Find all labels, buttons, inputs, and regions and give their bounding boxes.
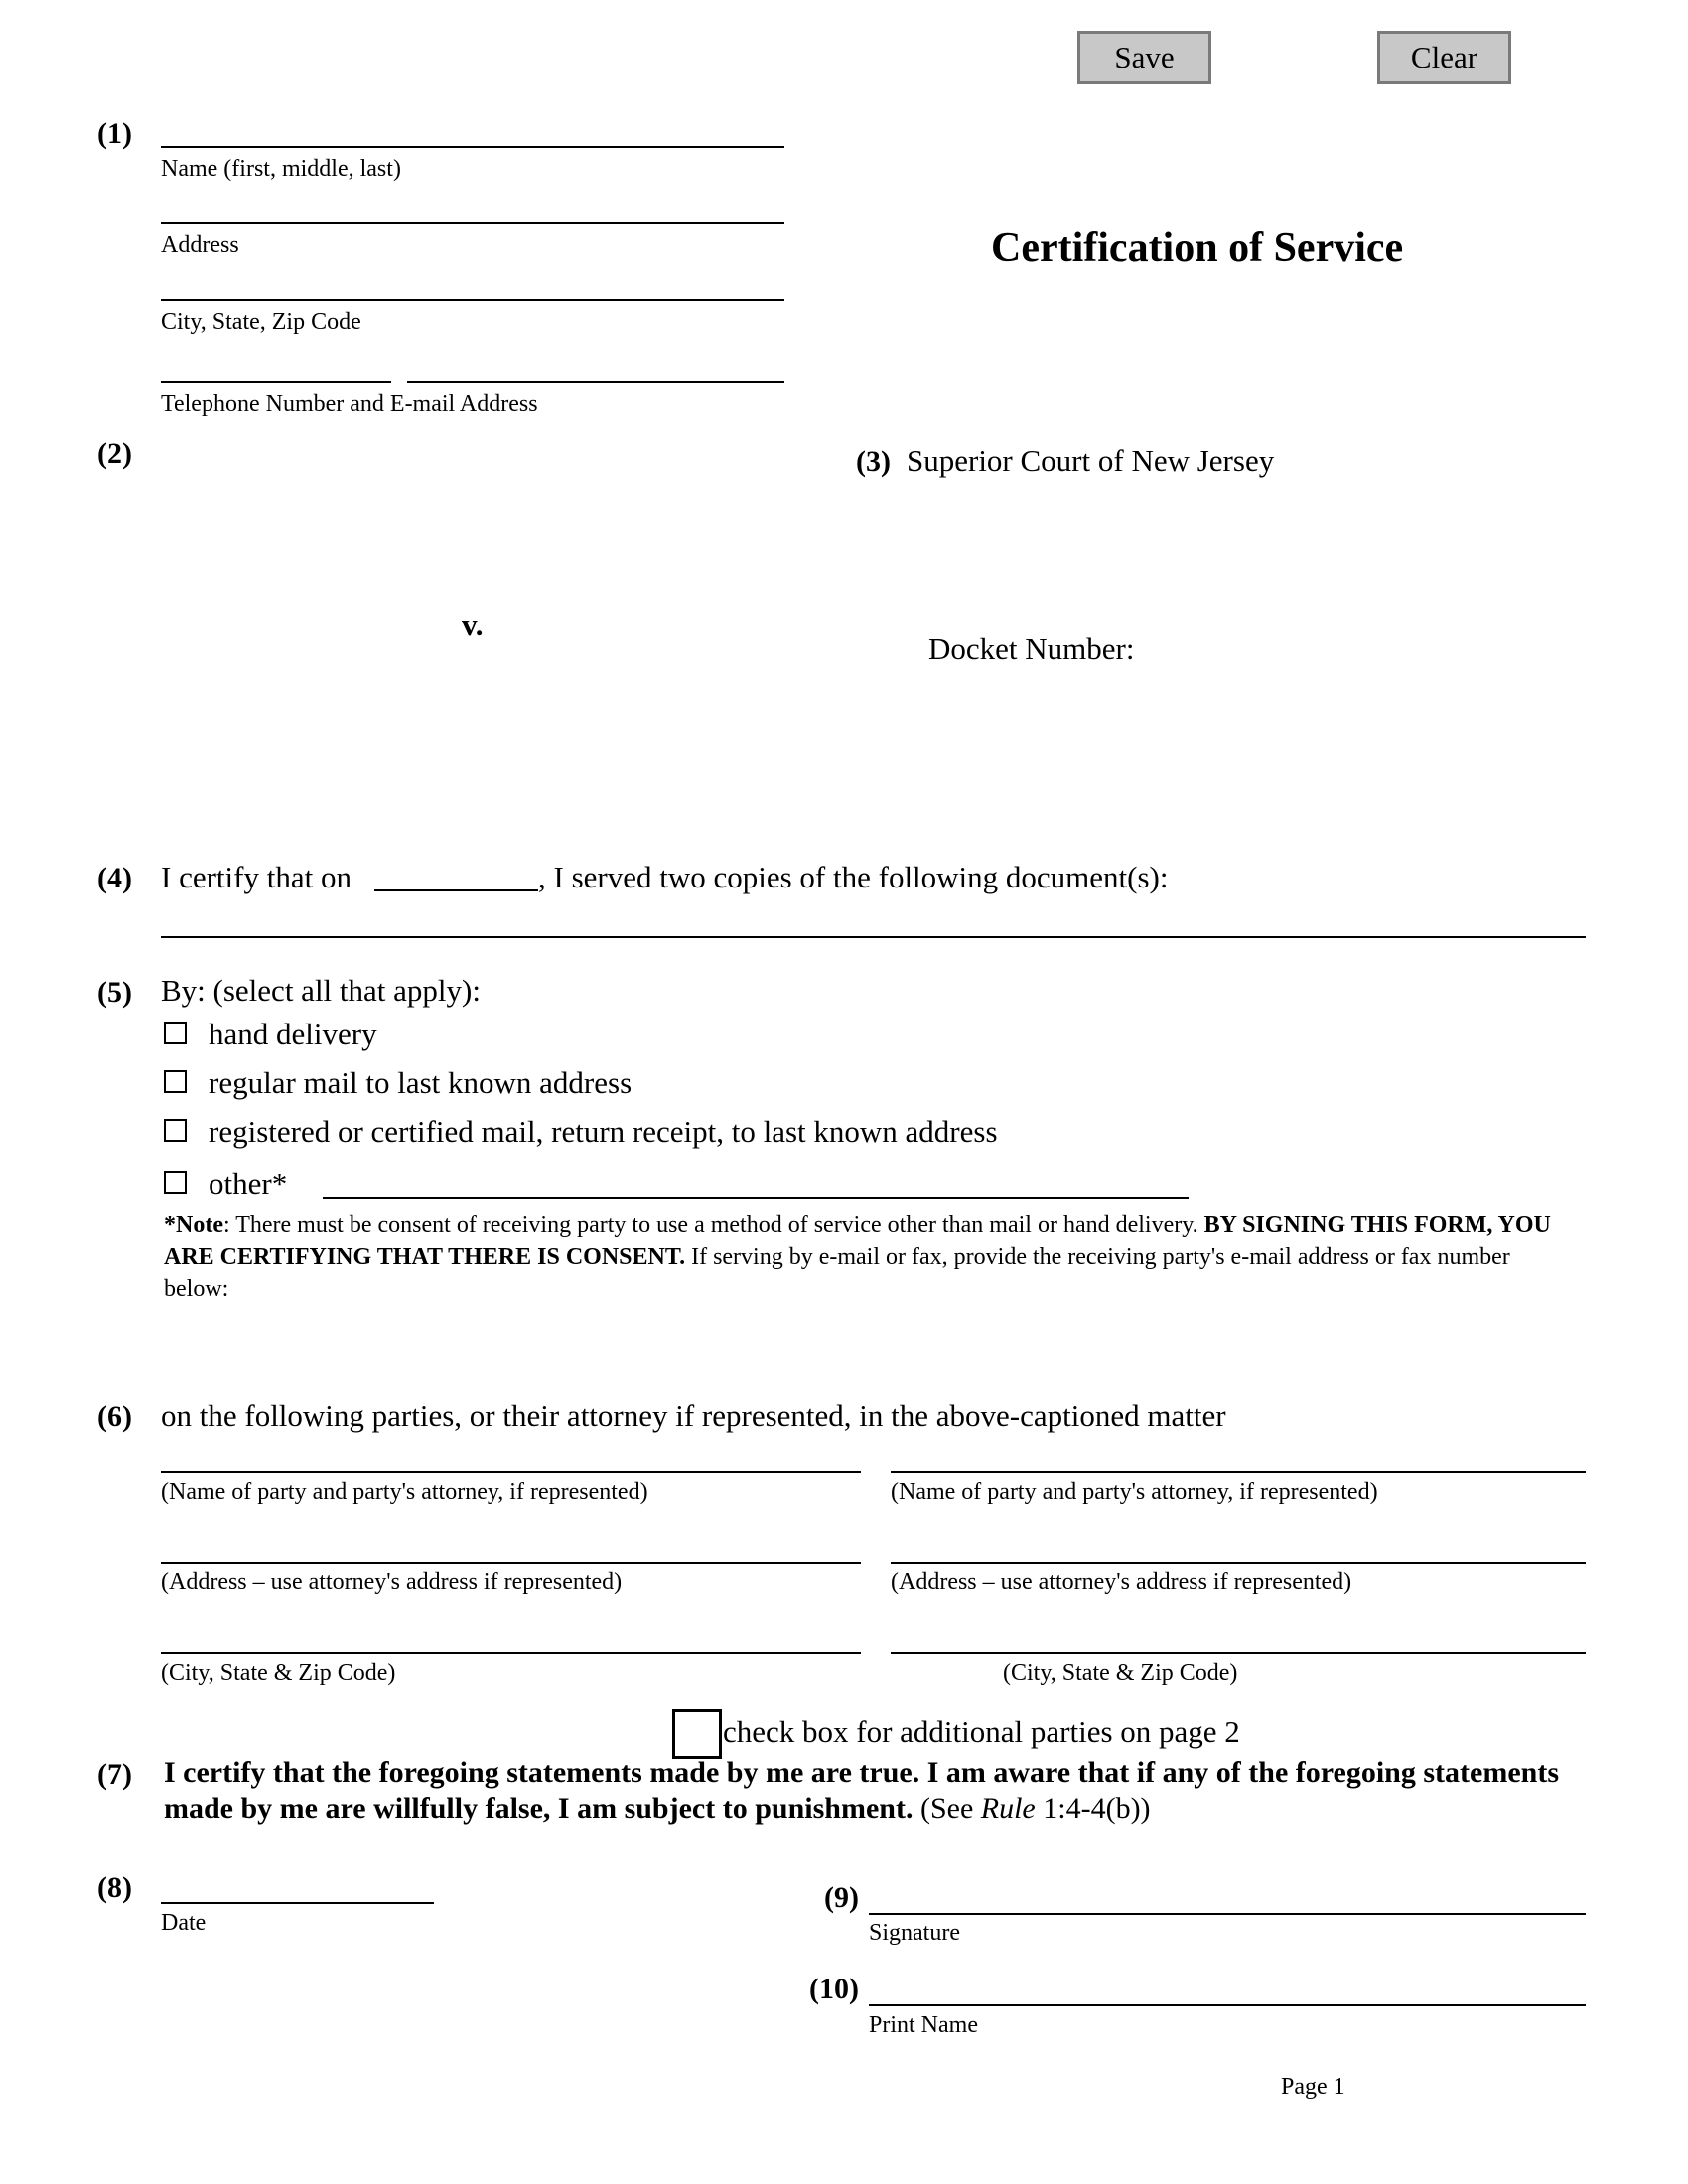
signature-caption: Signature — [869, 1920, 960, 1946]
court-name: Superior Court of New Jersey — [907, 443, 1275, 478]
hand-delivery-checkbox[interactable] — [164, 1022, 187, 1044]
note-label: *Note — [164, 1212, 223, 1238]
section-6-number: (6) — [97, 1400, 132, 1433]
section-8-number: (8) — [97, 1871, 132, 1904]
signature-field[interactable] — [869, 1913, 1586, 1915]
regular-mail-label: regular mail to last known address — [209, 1065, 633, 1100]
certification-bold: I certify that the foregoing statements made by me are true. I am aware that if any of the foregoing statements made by me are willfully false, I am subject to punishment. — [164, 1756, 1559, 1825]
service-method-heading: By: (select all that apply): — [161, 973, 481, 1008]
docket-number-field[interactable] — [928, 675, 1574, 774]
party-2-address-field[interactable] — [891, 1562, 1586, 1564]
parties-intro: on the following parties, or their attorney if represented, in the above-captioned matter — [161, 1398, 1226, 1433]
certified-mail-label: registered or certified mail, return receipt, to last known address — [209, 1114, 998, 1149]
additional-parties-checkbox[interactable] — [672, 1709, 722, 1759]
city-caption: City, State, Zip Code — [161, 309, 361, 335]
documents-field[interactable] — [161, 936, 1586, 938]
name-field[interactable] — [161, 146, 784, 148]
party-2-city-field[interactable] — [891, 1652, 1586, 1654]
other-checkbox[interactable] — [164, 1171, 187, 1194]
city-state-zip-field[interactable] — [161, 299, 784, 301]
defendant-caption-field[interactable] — [161, 655, 784, 814]
section-3-number: (3) — [856, 445, 891, 478]
page-number: Page 1 — [1281, 2074, 1345, 2100]
service-date-field[interactable] — [374, 889, 538, 891]
certification-ref: 1:4-4(b)) — [1035, 1792, 1151, 1825]
certification-rule: Rule — [980, 1792, 1036, 1825]
print-name-field[interactable] — [869, 2004, 1586, 2006]
party-2-name-field[interactable] — [891, 1471, 1586, 1473]
phone-caption: Telephone Number and E-mail Address — [161, 391, 538, 417]
party-1-city-field[interactable] — [161, 1652, 861, 1654]
party-1-name-caption: (Name of party and party's attorney, if represented) — [161, 1479, 648, 1505]
note-bold: BY SIGNING THIS FORM, YOU ARE CERTIFYING THAT THERE IS CONSENT. — [164, 1212, 1551, 1270]
party-1-city-caption: (City, State & Zip Code) — [161, 1660, 396, 1686]
other-method-field[interactable] — [323, 1197, 1189, 1199]
party-1-address-field[interactable] — [161, 1562, 861, 1564]
telephone-field[interactable] — [161, 381, 391, 383]
hand-delivery-label: hand delivery — [209, 1017, 377, 1051]
plaintiff-caption-field[interactable] — [161, 437, 784, 596]
note-text: : There must be consent of receiving party to use a method of service other than mail or hand delivery. — [222, 1212, 1204, 1238]
party-2-name-caption: (Name of party and party's attorney, if represented) — [891, 1479, 1378, 1505]
certified-mail-checkbox[interactable] — [164, 1119, 187, 1142]
party-2-address-caption: (Address – use attorney's address if represented) — [891, 1570, 1352, 1595]
section-9-number: (9) — [824, 1881, 859, 1914]
save-button[interactable]: Save — [1077, 31, 1211, 84]
other-label: other* — [209, 1166, 288, 1201]
note-tail: If serving by e-mail or fax, provide the receiving party's e-mail address or fax number below: — [164, 1244, 1510, 1301]
certify-served-text: , I served two copies of the following document(s): — [538, 860, 1169, 894]
section-4-number: (4) — [97, 862, 132, 894]
additional-parties-label: check box for additional parties on page 2 — [723, 1714, 1240, 1749]
party-1-address-caption: (Address – use attorney's address if represented) — [161, 1570, 623, 1595]
section-10-number: (10) — [809, 1973, 859, 2005]
email-fax-field[interactable] — [161, 1308, 1586, 1378]
certification-see: (See — [913, 1792, 981, 1825]
party-2-city-caption: (City, State & Zip Code) — [1003, 1660, 1238, 1686]
name-caption: Name (first, middle, last) — [161, 156, 401, 182]
page-title: Certification of Service — [991, 225, 1404, 271]
regular-mail-checkbox[interactable] — [164, 1070, 187, 1093]
print-name-caption: Print Name — [869, 2012, 978, 2038]
email-field[interactable] — [407, 381, 784, 383]
date-field[interactable] — [161, 1902, 434, 1904]
date-caption: Date — [161, 1910, 207, 1936]
section-7-number: (7) — [97, 1758, 132, 1791]
address-field[interactable] — [161, 222, 784, 224]
clear-button[interactable]: Clear — [1377, 31, 1511, 84]
section-1-number: (1) — [97, 117, 132, 150]
party-1-name-field[interactable] — [161, 1471, 861, 1473]
certify-intro: I certify that on — [161, 860, 352, 894]
section-5-number: (5) — [97, 976, 132, 1009]
address-caption: Address — [161, 232, 239, 258]
versus-label: v. — [462, 608, 484, 642]
section-2-number: (2) — [97, 437, 132, 470]
docket-number-label: Docket Number: — [928, 631, 1135, 666]
consent-note — [164, 1209, 1574, 1304]
certification-statement — [164, 1755, 1594, 1827]
